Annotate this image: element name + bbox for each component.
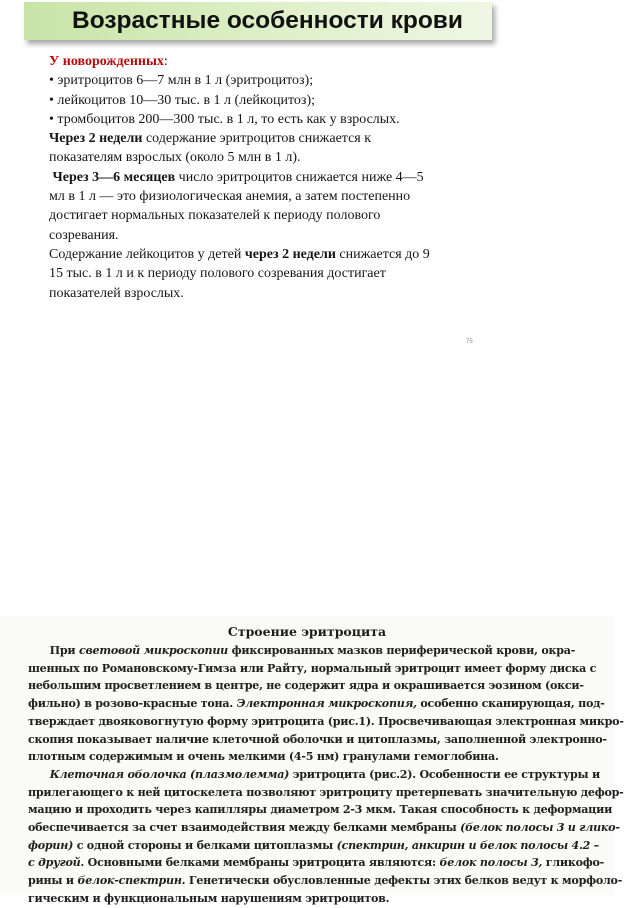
two-weeks-text: содержание эритроцитов снижается к <box>142 131 372 147</box>
scan-text-line <box>28 819 620 837</box>
scan-text-line <box>28 731 607 749</box>
scan-italic-term: Клеточная оболочка (плазмолемма) <box>49 767 290 781</box>
leuko-text-1: Содержание лейкоцитов у детей <box>49 246 245 262</box>
scan-text-line <box>28 642 594 660</box>
newborn-heading: У новорожденных <box>49 54 164 69</box>
paragraph-leukocytes-children-l2: 15 тыс. в 1 л и к периоду полового созревания достигает <box>49 266 386 282</box>
slide-title-banner <box>24 2 492 40</box>
scan-text-run: прилегающего к ней цитоскелета позволяют эритроциту претерпевать значительную дефор- <box>28 785 624 799</box>
leuko-text-2: снижается до 9 <box>335 246 430 262</box>
paragraph-leukocytes-children <box>49 245 499 264</box>
scan-italic-term: Электронная микроскопия, <box>236 697 417 711</box>
scanned-page-excerpt <box>0 616 624 905</box>
scan-text-run: скопия показывает наличие клеточной оболочки и цитоплазмы, заполненной электронно- <box>28 732 607 746</box>
three-six-months-bold: Через 3—6 месяцев <box>52 169 176 185</box>
paragraph-three-six-months-l3: достигает нормальных показателей к периоду полового <box>49 208 381 224</box>
leuko-bold: через 2 недели <box>244 246 336 262</box>
two-weeks-bold: Через 2 недели <box>49 131 143 147</box>
newborn-heading-line <box>49 52 499 71</box>
scan-text-line <box>28 854 605 872</box>
scan-text-run: При <box>28 644 79 657</box>
paragraph-three-six-months <box>49 168 499 187</box>
bullet-erythrocytes: • эритроцитов 6—7 млн в 1 л (эритроцитоз); <box>49 73 314 89</box>
paragraph-two-weeks-cont: показателям взрослых (около 5 млн в 1 л). <box>49 150 301 166</box>
scan-text-line <box>28 677 594 695</box>
scan-body-text <box>28 642 624 908</box>
scan-text-run: гическим и функциональным нарушениям эритроцитов. <box>28 891 390 905</box>
scan-text-run: Основными белками мембраны эритроцита являются: <box>84 856 440 870</box>
paragraph-three-six-months-l4: созревания. <box>49 227 119 243</box>
scan-text-line <box>28 837 599 855</box>
paragraph-leukocytes-children-l3: показателей взрослых. <box>49 285 184 301</box>
scan-italic-term: (спектрин, анкирин и белок полосы 4.2 – <box>336 838 599 852</box>
slide-body <box>49 52 499 303</box>
scan-text-run: фиксированных мазков периферической крови, окра- <box>228 644 576 657</box>
scan-text-run: мацию и проходить через капилляры диаметром 2-3 мкм. Такая способность к деформации <box>28 803 613 817</box>
paragraph-three-six-months-l2: мл в 1 л — это физиологическая анемия, а затем постепенно <box>49 189 411 205</box>
scan-text-run: тверждает двояковогнутую форму эритроцита (рис.1). Просвечивающая электронная микро- <box>28 714 624 728</box>
scan-text-line <box>28 660 597 678</box>
slide-title: Возрастные особенности крови <box>72 7 463 34</box>
scan-text-line <box>28 784 624 802</box>
scan-text-run <box>28 768 50 781</box>
three-six-months-text: число эритроцитов снижается ниже 4—5 <box>175 169 424 185</box>
scan-text-line <box>28 748 594 766</box>
scan-text-run: фильно) в розово-красные тона. <box>28 697 237 711</box>
scan-text-line <box>28 801 613 819</box>
scan-italic-term: (белок полосы 3 и глико- <box>460 821 620 835</box>
scan-text-line <box>28 766 601 784</box>
scan-text-run: эритроцита (рис.2). Особенности ее структуры и <box>289 767 601 781</box>
scan-italic-term: с другой. <box>28 856 85 870</box>
scan-text-run: шенных по Романовскому-Гимза или Райту, нормальный эритроцит имеет форму диска с <box>28 661 597 675</box>
scan-italic-term: световой микроскопии <box>79 644 228 657</box>
scan-text-run: с одной стороны и белками цитоплазмы <box>73 838 337 852</box>
scan-text-run: плотным содержимым и очень мелкими (4-5 нм) гранулами гемоглобина. <box>28 750 499 764</box>
paragraph-two-weeks <box>49 129 499 148</box>
scan-text-run: обеспечивается за счет взаимодействия между белками мембраны <box>28 821 461 835</box>
scan-text-run: Генетически обусловленные дефекты этих белков ведут к морфоло- <box>185 874 623 888</box>
scan-text-line <box>28 713 624 731</box>
bullet-platelets: • тромбоцитов 200—300 тыс. в 1 л, то есть как у взрослых. <box>49 111 400 127</box>
scan-italic-term: белок полосы 3, <box>439 856 543 870</box>
scan-text-line <box>28 872 623 890</box>
scan-italic-term: форин) <box>28 838 74 852</box>
scan-text-run: гликофо- <box>542 856 605 870</box>
scan-text-run: рины и <box>28 874 78 888</box>
scan-text-line <box>28 695 605 713</box>
scan-italic-term: белок-спектрин. <box>77 874 186 888</box>
bullet-leukocytes: • лейкоцитов 10—30 тыс. в 1 л (лейкоцитоз); <box>49 92 315 108</box>
scan-text-run: особенно сканирующая, под- <box>416 697 605 711</box>
scan-text-run: небольшим просветлением в центре, не содержит ядра и окрашивается эозином (окси- <box>28 679 584 693</box>
page-number: 75 <box>466 339 473 345</box>
newborn-colon: : <box>163 54 168 69</box>
scan-section-title: Строение эритроцита <box>227 624 387 639</box>
scan-text-line <box>28 890 594 908</box>
